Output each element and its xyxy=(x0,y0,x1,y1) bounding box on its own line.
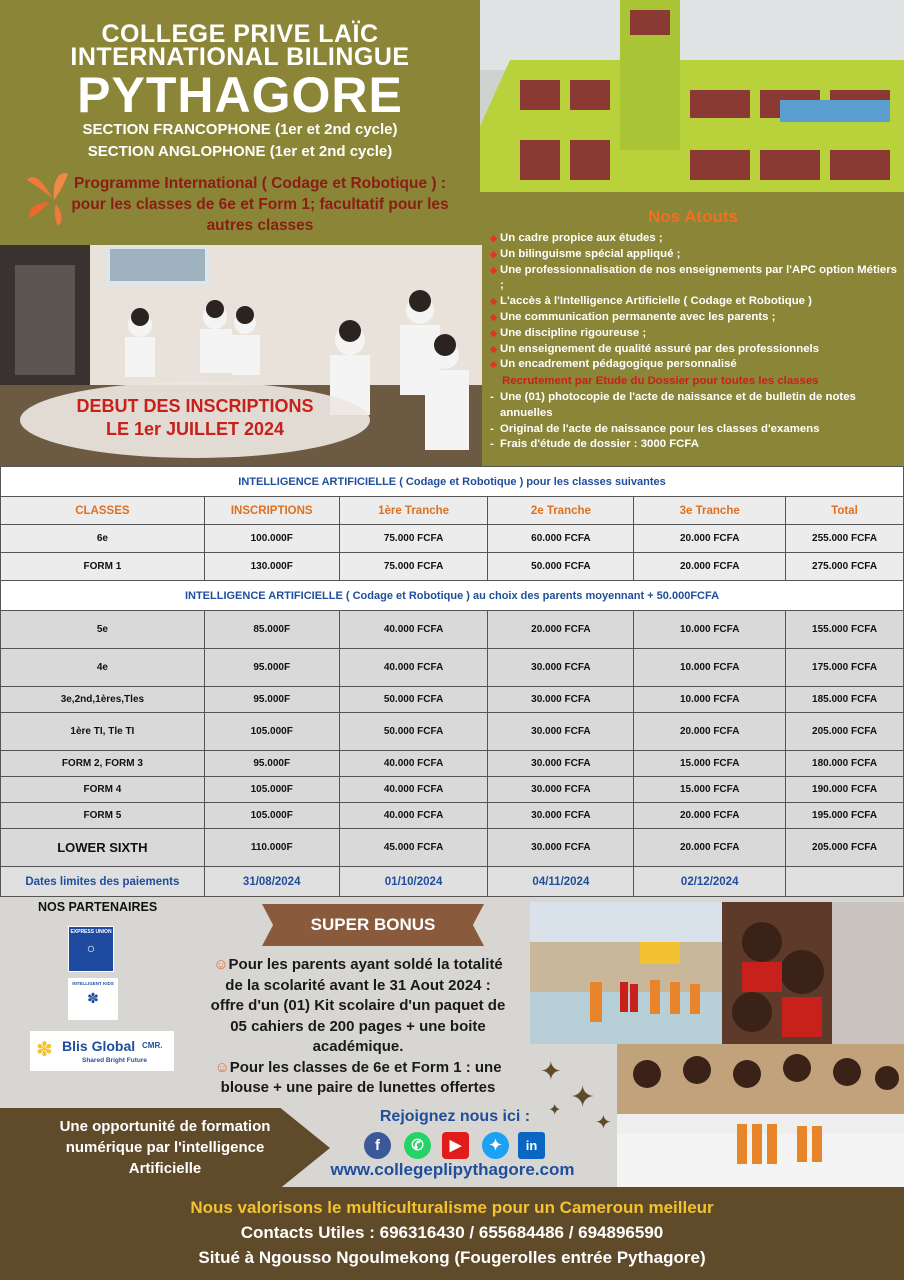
deadline-date: 01/10/2024 xyxy=(339,867,488,897)
requirements-list xyxy=(490,390,902,453)
table-cell: 100.000F xyxy=(204,525,339,553)
table-cell: 4e xyxy=(1,649,205,687)
column-header: 1ère Tranche xyxy=(339,497,488,525)
sparkle-icon: ✦ xyxy=(540,1056,562,1086)
atouts-list xyxy=(490,231,900,373)
atout-item: ◆ Un bilinguisme spécial appliqué ; xyxy=(490,247,900,263)
table-cell: 95.000F xyxy=(204,687,339,713)
table-cell: 30.000 FCFA xyxy=(488,777,634,803)
table-cell: 195.000 FCFA xyxy=(786,803,904,829)
sparkle-icon: ✦ xyxy=(548,1102,562,1119)
blis-global-mark-icon: ✽ xyxy=(36,1039,53,1061)
youtube-icon[interactable]: ▶ xyxy=(442,1132,469,1159)
table-cell: 190.000 FCFA xyxy=(786,777,904,803)
table-row xyxy=(1,525,904,553)
gardening-photo xyxy=(722,902,904,1044)
table-cell: LOWER SIXTH xyxy=(1,829,205,867)
bonus-item-text: Pour les parents ayant soldé la totalité de la scolarité avant le 31 Aout 2024 : offre d'un (01) Kit scolaire d'un paquet de 05 cahiers de 200 pages + une boite académique. xyxy=(210,956,506,1055)
deadline-date: 02/12/2024 xyxy=(634,867,786,897)
table-cell: 20.000 FCFA xyxy=(634,525,786,553)
bonus-title: SUPER BONUS xyxy=(310,915,436,934)
table-row xyxy=(1,803,904,829)
table-cell: 20.000 FCFA xyxy=(634,553,786,581)
table-cell: 205.000 FCFA xyxy=(786,829,904,867)
table-cell: 95.000F xyxy=(204,751,339,777)
atout-item: ◆ Un enseignement de qualité assuré par des professionnels xyxy=(490,342,900,358)
table-cell: 40.000 FCFA xyxy=(339,649,488,687)
table-cell: FORM 1 xyxy=(1,553,205,581)
column-header: CLASSES xyxy=(1,497,205,525)
table-row xyxy=(1,829,904,867)
table-cell: 20.000 FCFA xyxy=(488,611,634,649)
table-cell: 30.000 FCFA xyxy=(488,829,634,867)
table-cell: 105.000F xyxy=(204,777,339,803)
table-cell: 30.000 FCFA xyxy=(488,751,634,777)
table-cell: 205.000 FCFA xyxy=(786,713,904,751)
atout-item: ◆ Un encadrement pédagogique personnalisé xyxy=(490,357,900,373)
bonus-item xyxy=(208,955,508,1058)
column-header: 3e Tranche xyxy=(634,497,786,525)
table-cell: 3e,2nd,1ères,Tles xyxy=(1,687,205,713)
table-cell: FORM 2, FORM 3 xyxy=(1,751,205,777)
table-cell: 10.000 FCFA xyxy=(634,687,786,713)
section-francophone: SECTION FRANCOPHONE (1er et 2nd cycle) xyxy=(82,121,398,138)
inscriptions-date: LE 1er JUILLET 2024 xyxy=(105,419,285,439)
table-cell: 20.000 FCFA xyxy=(634,803,786,829)
table-cell: 30.000 FCFA xyxy=(488,649,634,687)
table-row xyxy=(1,751,904,777)
partners-title: NOS PARTENAIRES xyxy=(38,900,158,914)
requirement-item: - Original de l'acte de naissance pour les classes d'examens xyxy=(490,422,902,438)
table-cell: 60.000 FCFA xyxy=(488,525,634,553)
table-cell: 275.000 FCFA xyxy=(786,553,904,581)
section-anglophone: SECTION ANGLOPHONE (1er et 2nd cycle) xyxy=(87,143,393,160)
table-cell: 5e xyxy=(1,611,205,649)
intelligent-kids-logo xyxy=(68,978,118,1020)
whatsapp-icon[interactable]: ✆ xyxy=(404,1132,431,1159)
smile-icon: ☺ xyxy=(214,1058,230,1076)
table-cell: FORM 4 xyxy=(1,777,205,803)
table-cell: 75.000 FCFA xyxy=(339,553,488,581)
blis-global-suffix: CMR. xyxy=(142,1041,163,1050)
atouts-panel xyxy=(482,192,904,467)
section2-title: INTELLIGENCE ARTIFICIELLE ( Codage et Robotique ) au choix des parents moyennant + 50.000FCFA xyxy=(1,581,904,611)
table-row xyxy=(1,553,904,581)
intelligent-kids-text: INTELLIGENT KIDS xyxy=(72,981,114,986)
school-building-photo xyxy=(450,0,904,192)
website-link[interactable]: www.collegeplipythagore.com xyxy=(330,1160,575,1179)
requirement-item: - Une (01) photocopie de l'acte de naissance et de bulletin de notes annuelles xyxy=(490,390,902,422)
twitter-icon[interactable]: ✦ xyxy=(482,1132,509,1159)
bonus-text xyxy=(208,955,508,1099)
table-cell: 110.000F xyxy=(204,829,339,867)
social-title: Rejoignez nous ici : xyxy=(379,1108,531,1125)
table-cell: 255.000 FCFA xyxy=(786,525,904,553)
table-cell: 155.000 FCFA xyxy=(786,611,904,649)
atout-item: ◆ Une professionnalisation de nos enseignements par l'APC option Métiers ; xyxy=(490,263,900,295)
parade-photo xyxy=(530,902,722,1044)
inscriptions-title: DEBUT DES INSCRIPTIONS xyxy=(76,396,314,416)
deadline-date xyxy=(786,867,904,897)
table-cell: 30.000 FCFA xyxy=(488,687,634,713)
bonus-item xyxy=(208,1058,508,1099)
table-section-header xyxy=(1,581,904,611)
table-cell: FORM 5 xyxy=(1,803,205,829)
sparkle-icon: ✦ xyxy=(570,1081,596,1114)
express-union-logo xyxy=(68,926,114,972)
linkedin-icon[interactable]: in xyxy=(518,1132,545,1159)
school-name: PYTHAGORE xyxy=(77,67,403,123)
table-cell: 20.000 FCFA xyxy=(634,713,786,751)
table-cell: 40.000 FCFA xyxy=(339,751,488,777)
table-row xyxy=(1,713,904,751)
blis-global-name: Blis Global xyxy=(62,1038,136,1054)
table-cell: 1ère TI, Tle TI xyxy=(1,713,205,751)
table-cell: 20.000 FCFA xyxy=(634,829,786,867)
globe-icon: ○ xyxy=(86,940,96,956)
atout-item: ◆ Un cadre propice aux études ; xyxy=(490,231,900,247)
table-cell: 15.000 FCFA xyxy=(634,751,786,777)
table-cell: 30.000 FCFA xyxy=(488,803,634,829)
table-cell: 10.000 FCFA xyxy=(634,649,786,687)
deadlines-row xyxy=(1,867,904,897)
table-cell: 95.000F xyxy=(204,649,339,687)
table-cell: 40.000 FCFA xyxy=(339,777,488,803)
bonus-item-text: Pour les classes de 6e et Form 1 : une blouse + une paire de lunettes offertes xyxy=(220,1058,502,1096)
fees-table xyxy=(0,466,904,897)
section1-title: INTELLIGENCE ARTIFICIELLE ( Codage et Robotique ) pour les classes suivantes xyxy=(1,467,904,497)
table-cell: 6e xyxy=(1,525,205,553)
table-cell: 180.000 FCFA xyxy=(786,751,904,777)
table-cell: 40.000 FCFA xyxy=(339,803,488,829)
table-row xyxy=(1,687,904,713)
table-cell: 105.000F xyxy=(204,803,339,829)
facebook-icon[interactable]: f xyxy=(364,1132,391,1159)
table-cell: 45.000 FCFA xyxy=(339,829,488,867)
atouts-title: Nos Atouts xyxy=(647,207,739,226)
table-header-row xyxy=(1,497,904,525)
column-header: 2e Tranche xyxy=(488,497,634,525)
table-row xyxy=(1,611,904,649)
table-row xyxy=(1,777,904,803)
footer-slogan: Nous valorisons le multiculturalisme pour un Cameroun meilleur xyxy=(190,1198,714,1217)
sparkle-icon: ✦ xyxy=(595,1112,612,1134)
opportunity-text: Une opportunité de formation numérique par l'intelligence Artificielle xyxy=(59,1118,271,1177)
table-cell: 10.000 FCFA xyxy=(634,611,786,649)
college-title-line1: COLLEGE PRIVE LAÏC xyxy=(101,20,379,48)
table-cell: 130.000F xyxy=(204,553,339,581)
programme-international-text: Programme International ( Codage et Robotique ) : pour les classes de 6e et Form 1; facultatif pour les autres classes xyxy=(71,175,449,234)
table-cell: 50.000 FCFA xyxy=(339,687,488,713)
table-cell: 50.000 FCFA xyxy=(339,713,488,751)
requirement-item: - Frais d'étude de dossier : 3000 FCFA xyxy=(490,437,902,453)
blis-global-tagline: Shared Bright Future xyxy=(82,1057,148,1064)
atout-item: ◆ Une communication permanente avec les parents ; xyxy=(490,310,900,326)
table-cell: 185.000 FCFA xyxy=(786,687,904,713)
deadline-date: 04/11/2024 xyxy=(488,867,634,897)
footer-location: Situé à Ngousso Ngoulmekong (Fougerolles entrée Pythagore) xyxy=(198,1248,706,1267)
table-row xyxy=(1,649,904,687)
blis-global-logo xyxy=(30,1031,174,1071)
students-lab-photo xyxy=(617,1044,904,1187)
table-cell: 85.000F xyxy=(204,611,339,649)
express-union-text: EXPRESS UNION xyxy=(70,929,112,935)
footer-contacts: Contacts Utiles : 696316430 / 655684486 / 694896590 xyxy=(240,1223,664,1242)
atout-item: ◆ L'accès à l'Intelligence Artificielle ( Codage et Robotique ) xyxy=(490,294,900,310)
column-header: INSCRIPTIONS xyxy=(204,497,339,525)
college-title-line2: INTERNATIONAL BILINGUE xyxy=(70,43,410,71)
atout-item: ◆ Une discipline rigoureuse ; xyxy=(490,326,900,342)
table-section-header xyxy=(1,467,904,497)
table-cell: 30.000 FCFA xyxy=(488,713,634,751)
table-cell: 15.000 FCFA xyxy=(634,777,786,803)
deadline-label: Dates limites des paiements xyxy=(1,867,205,897)
column-header: Total xyxy=(786,497,904,525)
table-cell: 75.000 FCFA xyxy=(339,525,488,553)
table-cell: 105.000F xyxy=(204,713,339,751)
recruitment-note: Recrutement par Etude du Dossier pour toutes les classes xyxy=(502,375,819,387)
gear-icon: ✽ xyxy=(87,990,99,1006)
table-cell: 175.000 FCFA xyxy=(786,649,904,687)
table-cell: 40.000 FCFA xyxy=(339,611,488,649)
table-cell: 50.000 FCFA xyxy=(488,553,634,581)
deadline-date: 31/08/2024 xyxy=(204,867,339,897)
smile-icon: ☺ xyxy=(213,956,229,973)
